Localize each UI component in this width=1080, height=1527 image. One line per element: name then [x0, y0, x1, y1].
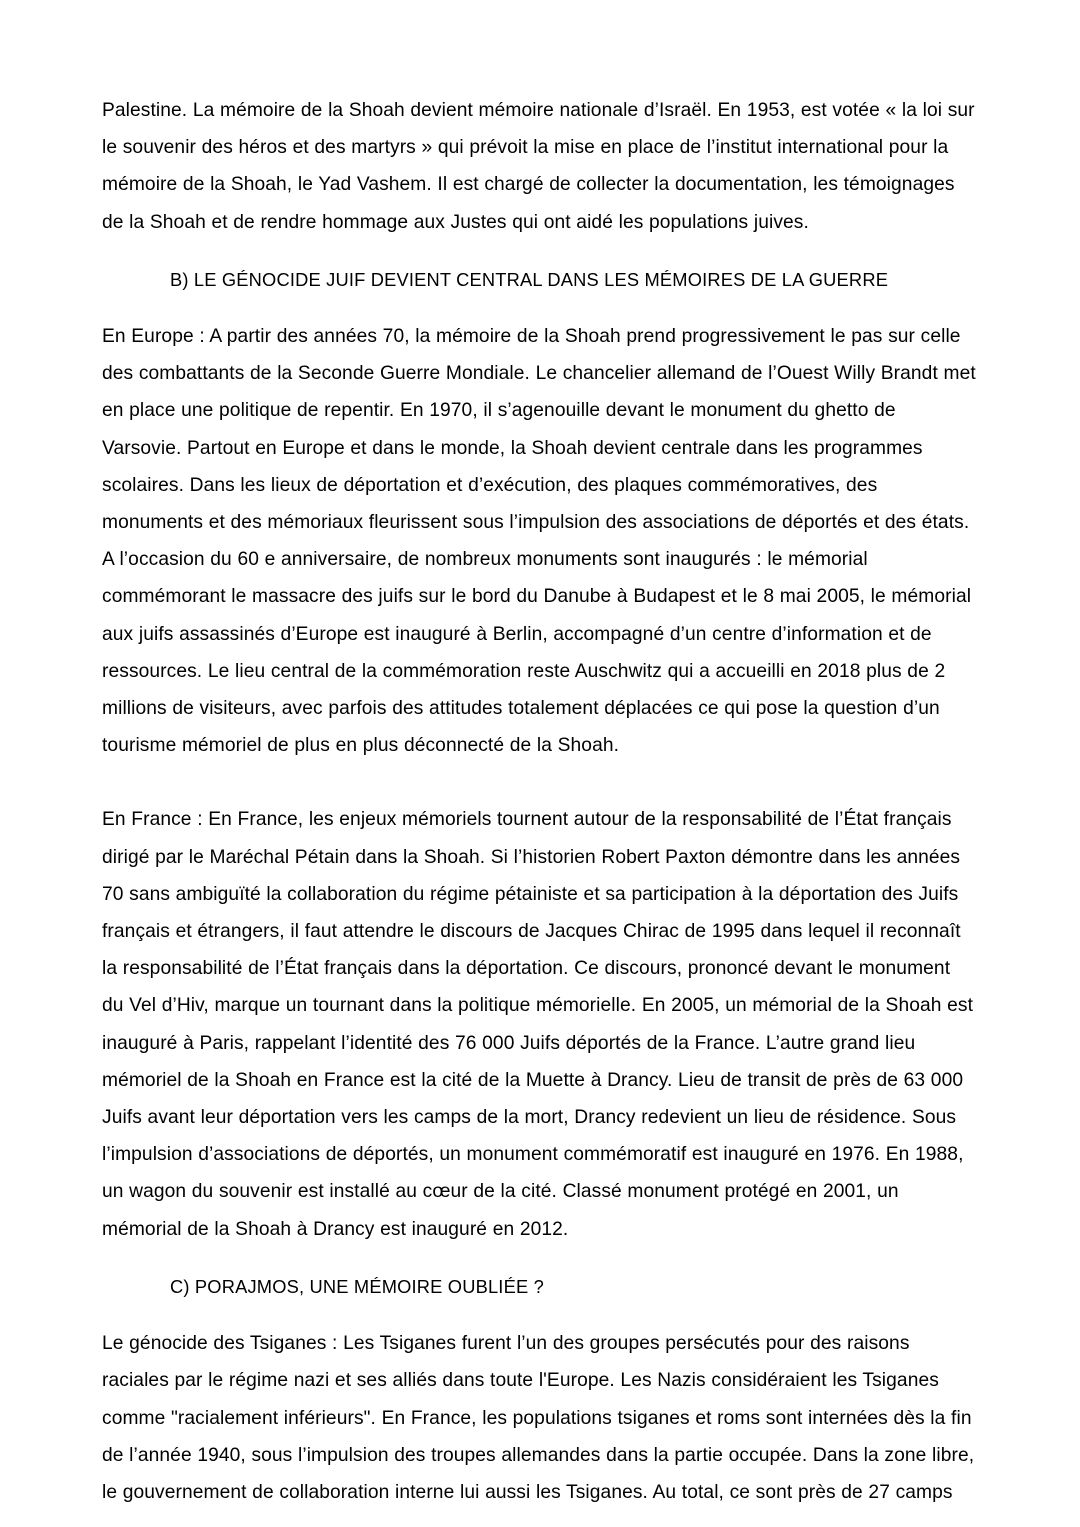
document-body [102, 92, 977, 1511]
spacer-before-heading-c [102, 1248, 977, 1268]
paragraph-europe: En Europe : A partir des années 70, la mémoire de la Shoah prend progressivement le pas sur celle des combattants de la Seconde Guerre Mondiale. Le chancelier allemand de l’Ouest Willy Brandt met en place une politique de repentir. En 1970, il s’agenouille devant le monument du ghetto de Varsovie. Partout en Europe et dans le monde, la Shoah devient centrale dans les programmes scolaires. Dans les lieux de déportation et d’exécution, des plaques commémoratives, des monuments et des mémoriaux fleurissent sous l’impulsion des associations de déportés et des états. A l’occasion du 60 e anniversaire, de nombreux monuments sont inaugurés : le mémorial commémorant le massacre des juifs sur le bord du Danube à Budapest et le 8 mai 2005, le mémorial aux juifs assassinés d’Europe est inauguré à Berlin, accompagné d’un centre d’information et de ressources. Le lieu central de la commémoration reste Auschwitz qui a accueilli en 2018 plus de 2 millions de visiteurs, avec parfois des attitudes totalement déplacées ce qui pose la question d’un tourisme mémoriel de plus en plus déconnecté de la Shoah. [102, 326, 976, 757]
paragraph-palestine: Palestine. La mémoire de la Shoah devient mémoire nationale d’Israël. En 1953, est votée « la loi sur le souvenir des héros et des martyrs » qui prévoit la mise en place de l’institut international pour la mémoire de la Shoah, le Yad Vashem. Il est chargé de collecter la documentation, les témoignages de la Shoah et de rendre hommage aux Justes qui ont aidé les populations juives. [102, 100, 975, 233]
spacer-before-paragraph-france [102, 764, 977, 801]
spacer-after-heading-b [102, 298, 977, 318]
paragraph-tsiganes: Le génocide des Tsiganes : Les Tsiganes furent l’un des groupes persécutés pour des raisons raciales par le régime nazi et ses alliés dans toute l'Europe. Les Nazis considéraient les Tsiganes comme "racialement inférieurs". En France, les populations tsiganes et roms sont internées dès la fin de l’année 1940, sous l’impulsion des troupes allemandes dans la partie occupée. Dans la zone libre, le gouvernement de collaboration interne lui aussi les Tsiganes. Au total, ce sont près de 27 camps [102, 1333, 975, 1503]
section-heading-b: B) LE GÉNOCIDE JUIF DEVIENT CENTRAL DANS LES MÉMOIRES DE LA GUERRE [170, 268, 889, 290]
spacer-before-heading-b [102, 241, 977, 261]
paragraph-france: En France : En France, les enjeux mémoriels tournent autour de la responsabilité de l’État français dirigé par le Maréchal Pétain dans la Shoah. Si l’historien Robert Paxton démontre dans les années 70 sans ambiguïté la collaboration du régime pétainiste et sa participation à la déportation des Juifs français et étrangers, il faut attendre le discours de Jacques Chirac de 1995 dans lequel il reconnaît la responsabilité de l’État français dans la déportation. Ce discours, prononcé devant le monument du Vel d’Hiv, marque un tournant dans la politique mémorielle. En 2005, un mémorial de la Shoah est inauguré à Paris, rappelant l’identité des 76 000 Juifs déportés de la France. L’autre grand lieu mémoriel de la Shoah en France est la cité de la Muette à Drancy. Lieu de transit de près de 63 000 Juifs avant leur déportation vers les camps de la mort, Drancy redevient un lieu de résidence. Sous l’impulsion d’associations de déportés, un monument commémoratif est inauguré en 1976. En 1988, un wagon du souvenir est installé au cœur de la cité. Classé monument protégé en 2001, un mémorial de la Shoah à Drancy est inauguré en 2012. [102, 809, 974, 1240]
section-heading-c: C) PORAJMOS, UNE MÉMOIRE OUBLIÉE ? [170, 1275, 544, 1297]
spacer-after-heading-c [102, 1305, 977, 1325]
